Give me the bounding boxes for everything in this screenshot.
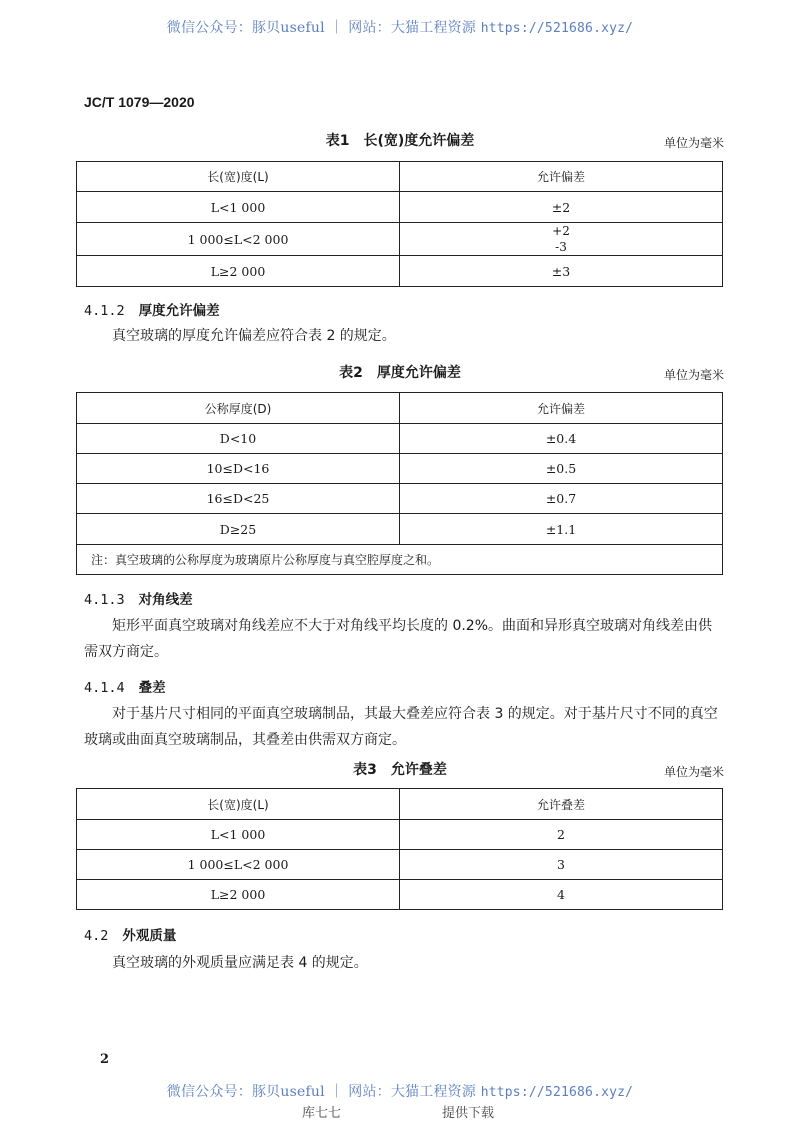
table1-unit: 单位为毫米 (663, 136, 724, 150)
section-heading-4-1-3 (84, 588, 193, 608)
table-cell: 2 (400, 820, 723, 850)
table2-unit: 单位为毫米 (663, 368, 724, 382)
table-header: 允许偏差 (400, 162, 723, 192)
table-cell: L<1 000 (77, 192, 400, 223)
table-header: 允许叠差 (400, 789, 723, 820)
footer-credit-right: 提供下载 (442, 1106, 495, 1121)
table-row (77, 484, 723, 514)
table-row (77, 514, 723, 545)
table-cell: 16≤D<25 (77, 484, 400, 514)
table-row (77, 223, 723, 256)
table3 (76, 788, 723, 910)
table-header: 长(宽)度(L) (77, 162, 400, 192)
document-code: JC/T 1079—2020 (84, 94, 195, 110)
table-cell: 1 000≤L<2 000 (77, 223, 400, 256)
table-header-row (77, 162, 723, 192)
section-title: 叠差 (138, 680, 166, 696)
section-4-2-text: 真空玻璃的外观质量应满足表 4 的规定。 (112, 955, 368, 971)
section-title: 对角线差 (138, 592, 193, 608)
table-cell: L≥2 000 (77, 880, 400, 910)
section-heading-4-1-4 (84, 676, 166, 696)
table-cell: 1 000≤L<2 000 (77, 850, 400, 880)
footer-credit-left: 库七七 (302, 1106, 342, 1121)
watermark-bottom (0, 1081, 800, 1101)
watermark-text: 微信公众号：豚贝useful ｜ 网站：大猫工程资源 (166, 20, 481, 36)
section-title: 厚度允许偏差 (138, 303, 220, 319)
section-title: 外观质量 (122, 928, 177, 944)
table-header: 长(宽)度(L) (77, 789, 400, 820)
table2-caption: 表2 厚度允许偏差 (339, 365, 461, 381)
table-cell: L<1 000 (77, 820, 400, 850)
tolerance-lower: -3 (555, 240, 567, 254)
table-row (77, 424, 723, 454)
table-cell (400, 223, 723, 256)
table-cell: ±1.1 (400, 514, 723, 545)
table-cell: D≥25 (77, 514, 400, 545)
table-note-row (77, 545, 723, 575)
table-cell: ±2 (400, 192, 723, 223)
table2 (76, 392, 723, 575)
table-cell: ±3 (400, 256, 723, 287)
table3-unit: 单位为毫米 (663, 765, 724, 779)
table-cell: 10≤D<16 (77, 454, 400, 484)
section-4-1-2-text: 真空玻璃的厚度允许偏差应符合表 2 的规定。 (112, 328, 396, 344)
table-cell: ±0.7 (400, 484, 723, 514)
page-number: 2 (100, 1052, 110, 1067)
table-cell: L≥2 000 (77, 256, 400, 287)
table-row (77, 820, 723, 850)
table-header-row (77, 393, 723, 424)
section-number: 4.1.2 (84, 303, 125, 319)
table-header: 允许偏差 (400, 393, 723, 424)
table3-caption: 表3 允许叠差 (353, 762, 447, 778)
table-row (77, 256, 723, 287)
section-heading-4-2 (84, 924, 176, 944)
table-cell: ±0.5 (400, 454, 723, 484)
watermark-url: https://521686.xyz/ (480, 1085, 634, 1100)
table-cell: 4 (400, 880, 723, 910)
table1 (76, 161, 723, 287)
table-row (77, 850, 723, 880)
table-header-row (77, 789, 723, 820)
watermark-text: 微信公众号：豚贝useful ｜ 网站：大猫工程资源 (166, 1084, 481, 1100)
tolerance-upper: +2 (552, 224, 570, 238)
table-row (77, 454, 723, 484)
table-cell: D<10 (77, 424, 400, 454)
section-number: 4.1.4 (84, 680, 125, 696)
section-number: 4.2 (84, 928, 109, 944)
table-row (77, 880, 723, 910)
section-4-1-3-text: 矩形平面真空玻璃对角线差应不大于对角线平均长度的 0.2%。曲面和异形真空玻璃对角线差由供需双方商定。 (84, 618, 713, 660)
table-cell: ±0.4 (400, 424, 723, 454)
table-header: 公称厚度(D) (77, 393, 400, 424)
table-note: 注：真空玻璃的公称厚度为玻璃原片公称厚度与真空腔厚度之和。 (77, 545, 723, 575)
table-row (77, 192, 723, 223)
section-number: 4.1.3 (84, 592, 125, 608)
table1-caption: 表1 长(宽)度允许偏差 (325, 133, 475, 149)
section-4-1-4-text: 对于基片尺寸相同的平面真空玻璃制品，其最大叠差应符合表 3 的规定。对于基片尺寸不同的真空玻璃或曲面真空玻璃制品，其叠差由供需双方商定。 (84, 706, 718, 748)
watermark-url: https://521686.xyz/ (480, 21, 634, 36)
section-heading-4-1-2 (84, 299, 220, 319)
table-cell: 3 (400, 850, 723, 880)
watermark-top (0, 17, 800, 37)
